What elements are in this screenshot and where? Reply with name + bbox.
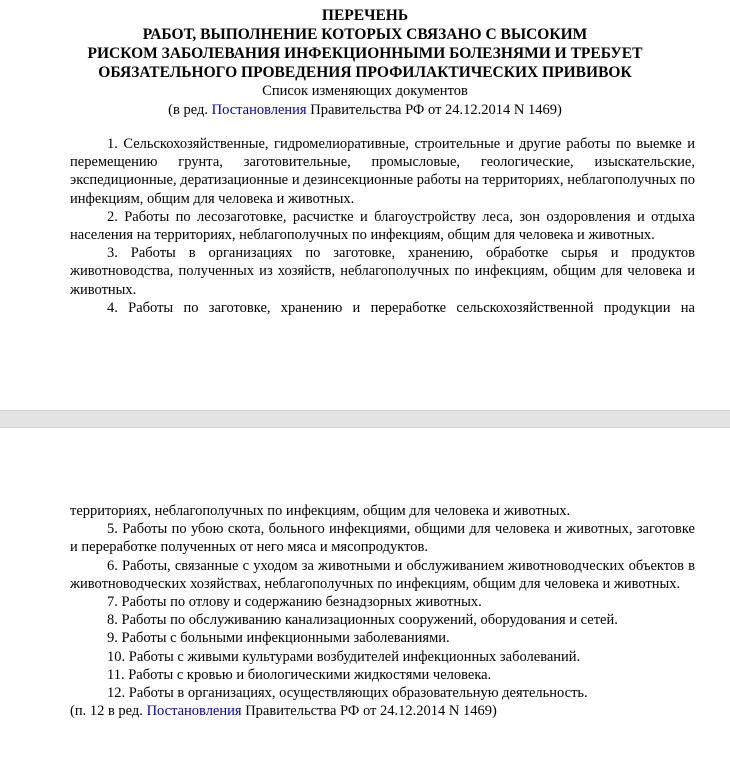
- edition-prefix: (в ред.: [168, 102, 212, 118]
- list-page-2: [70, 502, 695, 720]
- list-item: 2. Работы по лесозаготовке, расчистке и благоустройству леса, зон оздоровления и отдыха населения на территориях, неблагополучных по инфекциям, общим для человека и животных.: [70, 208, 695, 244]
- footnote-link[interactable]: Постановления: [146, 703, 242, 720]
- title-line: ПЕРЕЧЕНЬ: [321, 7, 409, 24]
- list-item: 12. Работы в организациях, осуществляющих образовательную деятельность.: [107, 685, 588, 702]
- list-item: 3. Работы в организациях по заготовке, хранению, обработке сырья и продуктов животноводства, полученных из хозяйств, неблагополучных по инфекциям, общим для человека и животных.: [70, 245, 695, 298]
- list-item: 9. Работы с больными инфекционными заболеваниями.: [107, 630, 450, 647]
- list-item: 4. Работы по заготовке, хранению и переработке сельскохозяйственной продукции на: [107, 299, 695, 316]
- footnote: [70, 702, 695, 720]
- document-page-2: [0, 428, 730, 763]
- list-page-1: [70, 135, 695, 317]
- edition-link[interactable]: Постановления: [211, 102, 307, 118]
- list-item: 7. Работы по отлову и содержанию безнадзорных животных.: [107, 594, 482, 611]
- footnote-prefix: (п. 12 в ред.: [70, 703, 147, 720]
- list-item: 11. Работы с кровью и биологическими жидкостями человека.: [107, 666, 492, 683]
- title-line: ОБЯЗАТЕЛЬНОГО ПРОВЕДЕНИЯ ПРОФИЛАКТИЧЕСКИХ ПРИВИВОК: [98, 64, 632, 81]
- edition-suffix: Правительства РФ от 24.12.2014 N 1469): [306, 102, 562, 118]
- page-separator: [0, 410, 730, 428]
- list-item: 10. Работы с живыми культурами возбудителей инфекционных заболеваний.: [107, 648, 581, 665]
- title-line: РИСКОМ ЗАБОЛЕВАНИЯ ИНФЕКЦИОННЫМИ БОЛЕЗНЯМИ И ТРЕБУЕТ: [87, 45, 643, 62]
- list-item: 6. Работы, связанные с уходом за животными и обслуживанием животноводческих объектов в животноводческих хозяйствах, неблагополучных по инфекциям, общим для человека и животных.: [70, 557, 695, 592]
- footnote-suffix: Правительства РФ от 24.12.2014 N 1469): [241, 703, 497, 720]
- title-line: РАБОТ, ВЫПОЛНЕНИЕ КОТОРЫХ СВЯЗАНО С ВЫСОКИМ: [142, 26, 588, 43]
- changes-caption: Список изменяющих документов: [262, 83, 468, 99]
- list-item-continuation: территориях, неблагополучных по инфекциям, общим для человека и животных.: [70, 503, 571, 519]
- list-item: 5. Работы по убою скота, больного инфекциями, общими для человека и животных, заготовке и переработке полученных от него мяса и мясопродуктов.: [70, 521, 695, 556]
- edition-note: [0, 101, 730, 120]
- list-item: 8. Работы по обслуживанию канализационных сооружений, оборудования и сетей.: [107, 612, 618, 629]
- list-item: 1. Сельскохозяйственные, гидромелиоративные, строительные и другие работы по выемке и перемещению грунта, заготовительные, промысловые, геологические, изыскательские, экспедиционные, дератизационные и дезинсекционные работы на территориях, неблагополучных по инфекциям, общим для человека и животных.: [70, 136, 695, 207]
- document-header: [0, 6, 730, 120]
